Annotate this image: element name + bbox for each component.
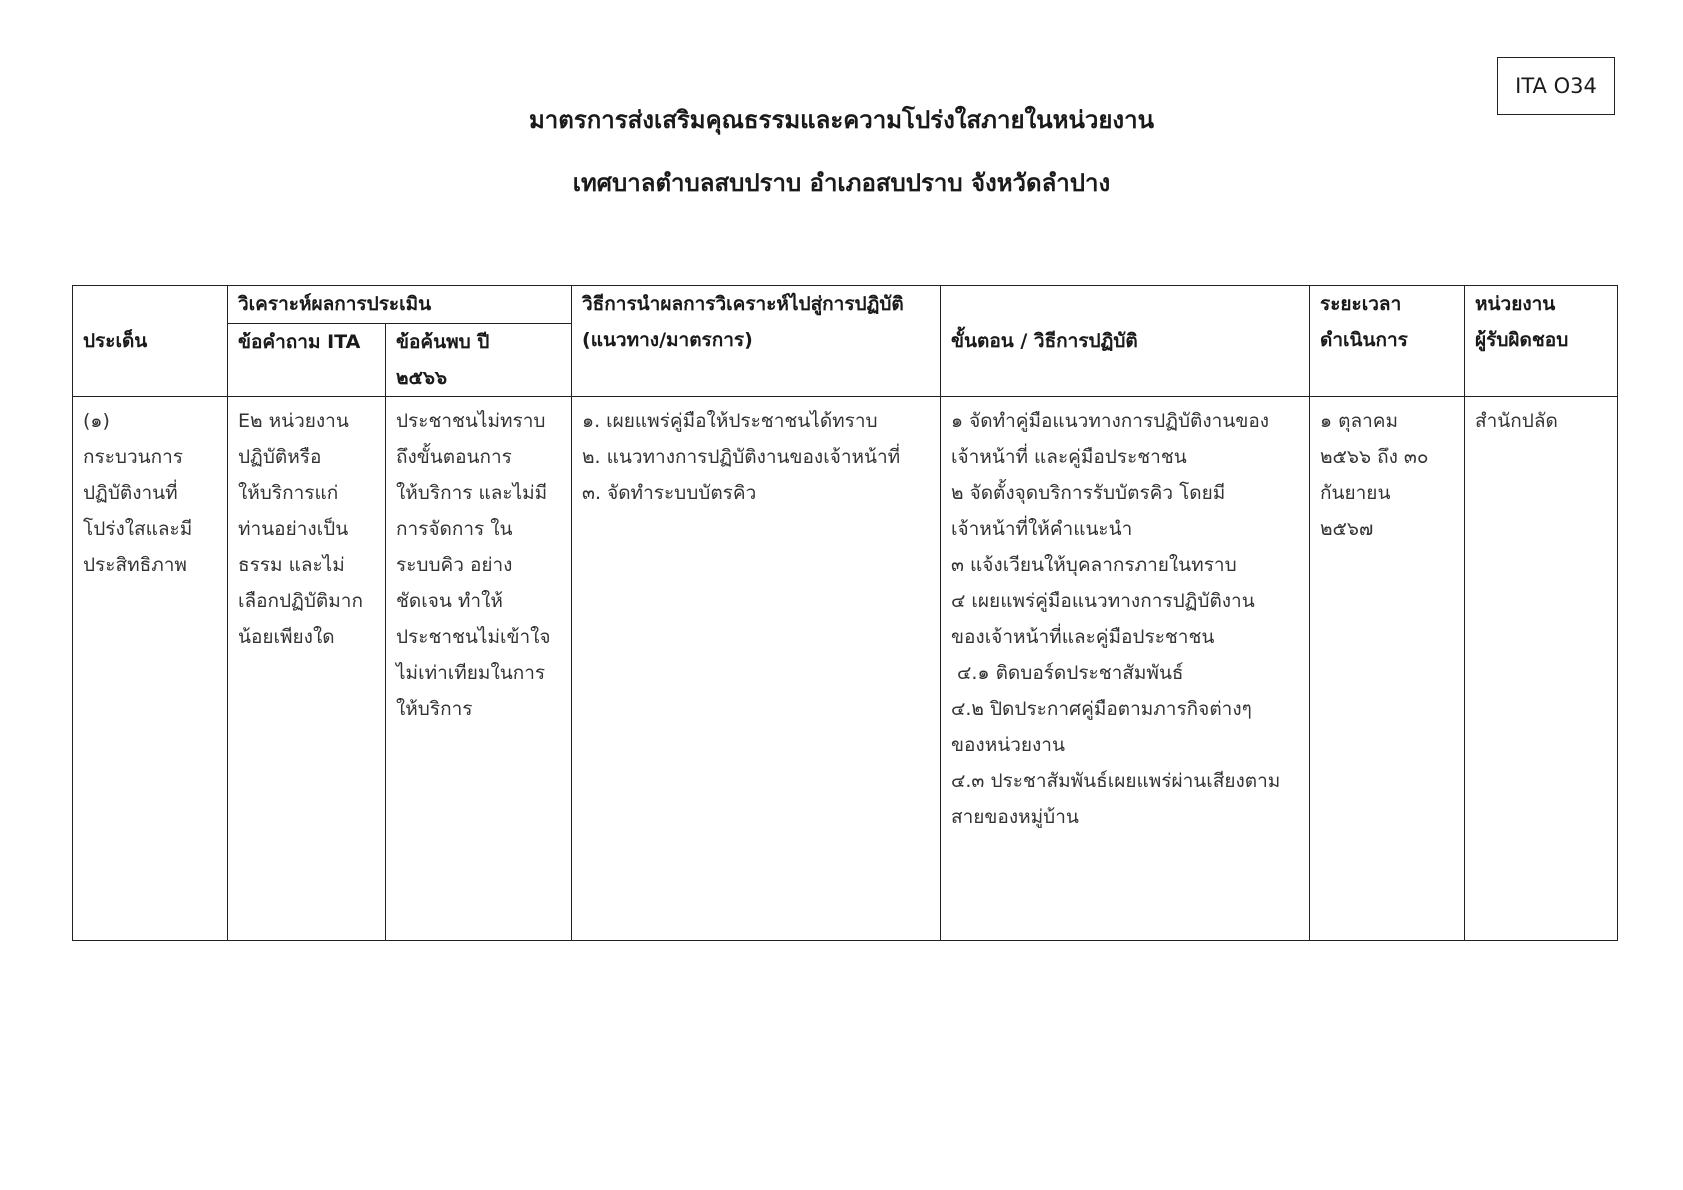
step-line: ๔ เผยแพร่คู่มือแนวทางการปฏิบัติงาน (951, 590, 1255, 612)
header-findings-line2: ๒๕๖๖ (396, 367, 448, 389)
ita-question-line: E๒ หน่วยงาน (238, 410, 349, 432)
cell-issue (73, 397, 228, 941)
findings-line: ไม่เท่าเทียมในการ (396, 662, 546, 684)
findings-line: ให้บริการ (396, 698, 473, 720)
header-period-line2: ดำเนินการ (1320, 329, 1408, 351)
measures-table (72, 285, 1618, 941)
cell-unit (1465, 397, 1618, 941)
findings-line: ให้บริการ และไม่มี (396, 482, 548, 504)
ita-question-line: ท่านอย่างเป็น (238, 518, 349, 540)
step-line: ๑ จัดทำคู่มือแนวทางการปฏิบัติงานของ (951, 410, 1270, 432)
header-method (572, 286, 941, 397)
findings-line: การจัดการ ใน (396, 518, 513, 540)
header-issue: ประเด็น (73, 286, 228, 397)
issue-line: ประสิทธิภาพ (83, 554, 187, 576)
period-line: ๒๕๖๗ (1320, 518, 1374, 540)
header-unit (1465, 286, 1618, 397)
step-line: ของเจ้าหน้าที่และคู่มือประชาชน (951, 626, 1215, 648)
unit-line: สำนักปลัด (1475, 410, 1558, 432)
table-row (73, 397, 1618, 941)
cell-steps (941, 397, 1310, 941)
findings-line: ประชาชนไม่ทราบ (396, 410, 546, 432)
document-title: มาตรการส่งเสริมคุณธรรมและความโปร่งใสภายในหน่วยงาน (528, 106, 1155, 134)
header-findings-line1: ข้อค้นพบ ปี (396, 331, 490, 353)
header-period (1310, 286, 1465, 397)
step-line: ๔.๑ ติดบอร์ดประชาสัมพันธ์ (951, 662, 1184, 684)
header-unit-line2: ผู้รับผิดชอบ (1475, 329, 1569, 351)
cell-findings (386, 397, 572, 941)
issue-line: โปร่งใสและมี (83, 518, 193, 540)
method-item: ๑. เผยแพร่คู่มือให้ประชาชนได้ทราบ (582, 410, 878, 432)
step-line: เจ้าหน้าที่ให้คำแนะนำ (951, 518, 1133, 540)
step-line: ๒ จัดตั้งจุดบริการรับบัตรคิว โดยมี (951, 482, 1226, 504)
period-line: ๑ ตุลาคม (1320, 410, 1399, 432)
header-steps: ขั้นตอน / วิธีการปฏิบัติ (941, 286, 1310, 397)
header-method-line1: วิธีการนำผลการวิเคราะห์ไปสู่การปฏิบัติ (582, 293, 904, 315)
findings-line: ประชาชนไม่เข้าใจ (396, 626, 551, 648)
ita-question-line: ธรรม และไม่ (238, 554, 345, 576)
header-unit-line1: หน่วยงาน (1475, 293, 1556, 315)
period-line: ๒๕๖๖ ถึง ๓๐ (1320, 446, 1429, 468)
cell-ita-question (228, 397, 386, 941)
organization-subtitle: เทศบาลตำบลสบปราบ อำเภอสบปราบ จังหวัดลำปาง (572, 169, 1111, 197)
header-analysis: วิเคราะห์ผลการประเมิน (228, 286, 572, 324)
step-line: เจ้าหน้าที่ และคู่มือประชาชน (951, 446, 1187, 468)
ita-question-line: น้อยเพียงใด (238, 626, 335, 648)
document-code-box: ITA O34 (1497, 57, 1615, 115)
step-line: ๓ แจ้งเวียนให้บุคลากรภายในทราบ (951, 554, 1237, 576)
header-ita-question: ข้อคำถาม ITA (228, 324, 386, 397)
ita-question-line: ให้บริการแก่ (238, 482, 339, 504)
issue-line: ปฏิบัติงานที่ (83, 482, 178, 504)
method-item: ๓. จัดทำระบบบัตรคิว (582, 482, 757, 504)
step-line: สายของหมู่บ้าน (951, 806, 1079, 828)
step-line: ๔.๒ ปิดประกาศคู่มือตามภารกิจต่างๆ (951, 698, 1252, 720)
ita-question-line: เลือกปฏิบัติมาก (238, 590, 363, 612)
period-line: กันยายน (1320, 482, 1391, 504)
findings-line: ระบบคิว อย่าง (396, 554, 513, 576)
findings-line: ถึงขั้นตอนการ (396, 446, 512, 468)
cell-period (1310, 397, 1465, 941)
step-line: ของหน่วยงาน (951, 734, 1065, 756)
header-row-top (73, 286, 1618, 324)
header-findings (386, 324, 572, 397)
issue-line: กระบวนการ (83, 446, 184, 468)
method-item: ๒. แนวทางการปฏิบัติงานของเจ้าหน้าที่ (582, 446, 901, 468)
header-period-line1: ระยะเวลา (1320, 293, 1402, 315)
step-line: ๔.๓ ประชาสัมพันธ์เผยแพร่ผ่านเสียงตาม (951, 770, 1281, 792)
header-method-line2: (แนวทาง/มาตรการ) (582, 329, 753, 351)
ita-question-line: ปฏิบัติหรือ (238, 446, 322, 468)
issue-line: (๑) (83, 410, 110, 432)
cell-methods (572, 397, 941, 941)
findings-line: ชัดเจน ทำให้ (396, 590, 503, 612)
